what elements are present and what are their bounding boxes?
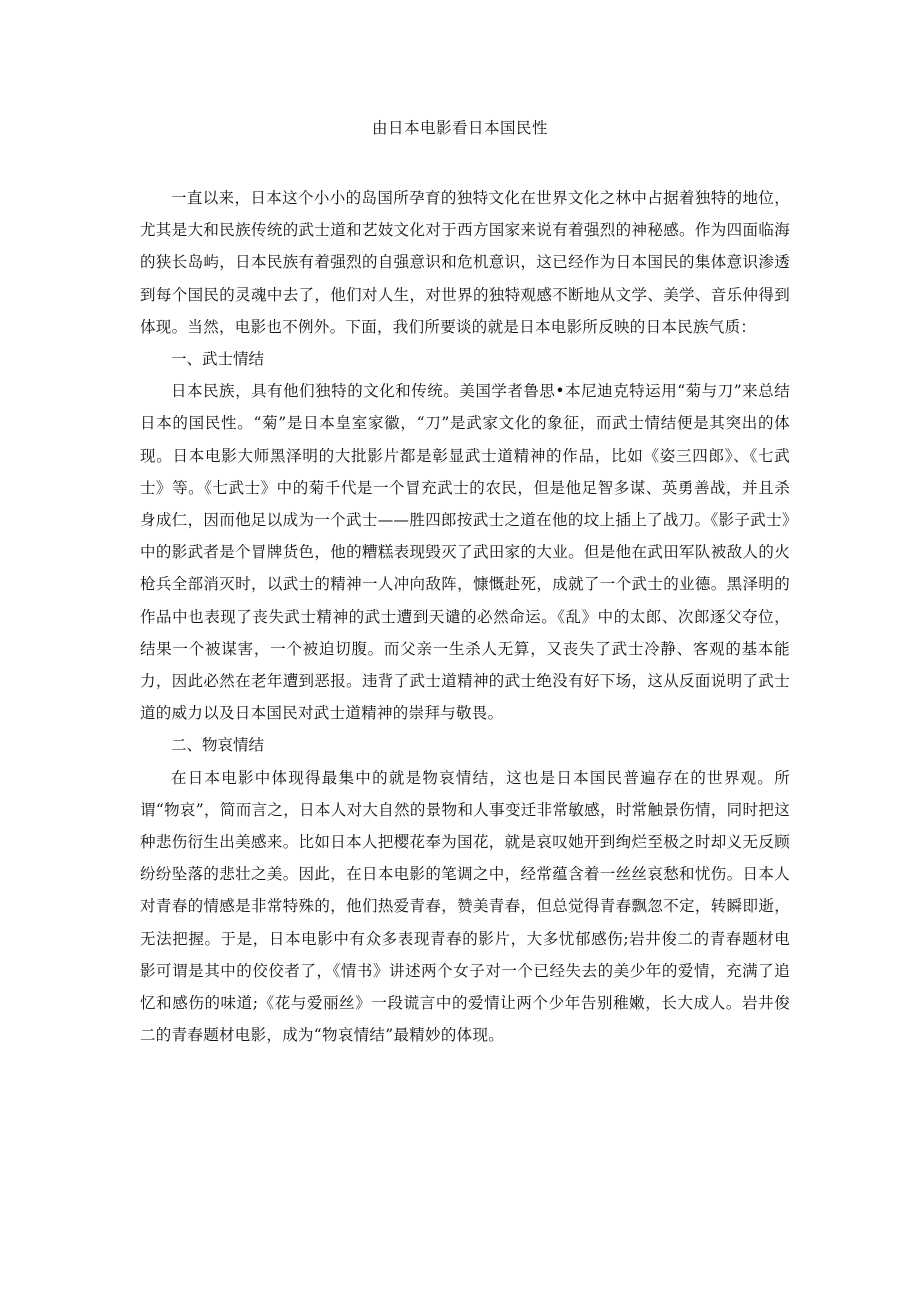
document-title: 由日本电影看日本国民性 <box>371 119 548 137</box>
section-heading-samurai: 一、武士情结 <box>171 350 265 369</box>
intro-paragraph: 一直以来，日本这个小小的岛国所孕育的独特文化在世界文化之林中占据着独特的地位，尤其是大和民族传统的武士道和艺妓文化对于西方国家来说有着强烈的神秘感。作为四面临海的狭长岛屿，日本民族有着强烈的自强意识和危机意识，这已经作为日本国民的集体意识渗透到每个国民的灵魂中去了，他们对人生，对世界的独特观感不断地从文学、美学、音乐仲得到体现。当然，电影也不例外。下面，我们所要谈的就是日本电影所反映的日本民族气质： <box>140 189 790 336</box>
section-paragraph-samurai: 日本民族，具有他们独特的文化和传统。美国学者鲁思•本尼迪克特运用“菊与刀”来总结日本的国民性。“菊”是日本皇室家徽，“刀”是武家文化的象征，而武士情结便是其突出的体现。日本电影大师黑泽明的大批影片都是彰显武士道精神的作品，比如《姿三四郎》、《七武士》等。《七武士》中的菊千代是一个冒充武士的农民，但是他足智多谋、英勇善战，并且杀身成仁，因而他足以成为一个武士——胜四郎按武士之道在他的坟上插上了战刀。《影子武士》中的影武者是个冒牌货色，他的糟糕表现毁灭了武田家的大业。但是他在武田军队被敌人的火枪兵全部消灭时，以武士的精神一人冲向敌阵，慷慨赴死，成就了一个武士的业德。黑泽明的作品中也表现了丧失武士精神的武士遭到天谴的必然命运。《乱》中的太郎、次郎逐父夺位，结果一个被谋害，一个被迫切腹。而父亲一生杀人无算，又丧失了武士冷静、客观的基本能力，因此必然在老年遭到恶报。违背了武士道精神的武士绝没有好下场，这从反面说明了武士道的威力以及日本国民对武士道精神的崇拜与敬畏。 <box>140 382 790 723</box>
section-heading-mono-no-aware: 二、物哀情结 <box>171 736 265 755</box>
document-body <box>140 182 790 1051</box>
section-paragraph-mono-no-aware: 在日本电影中体现得最集中的就是物哀情结，这也是日本国民普遍存在的世界观。所谓“物哀”，简而言之，日本人对大自然的景物和人事变迁非常敏感，时常触景伤情，同时把这种悲伤衍生出美感来。比如日本人把樱花奉为国花，就是哀叹她开到绚烂至极之时却义无反顾纷纷坠落的悲壮之美。因此，在日本电影的笔调之中，经常蕴含着一丝丝哀愁和忧伤。日本人对青春的情感是非常特殊的，他们热爱青春，赞美青春，但总觉得青春飘忽不定，转瞬即逝，无法把握。于是，日本电影中有众多表现青春的影片，大多忧郁感伤;岩井俊二的青春题材电影可谓是其中的佼佼者了，《情书》讲述两个女子对一个已经失去的美少年的爱情，充满了追忆和感伤的味道;《花与爱丽丝》一段谎言中的爱情让两个少年告别稚嫩，长大成人。岩井俊二的青春题材电影，成为“物哀情结”最精妙的体现。 <box>140 768 790 1045</box>
